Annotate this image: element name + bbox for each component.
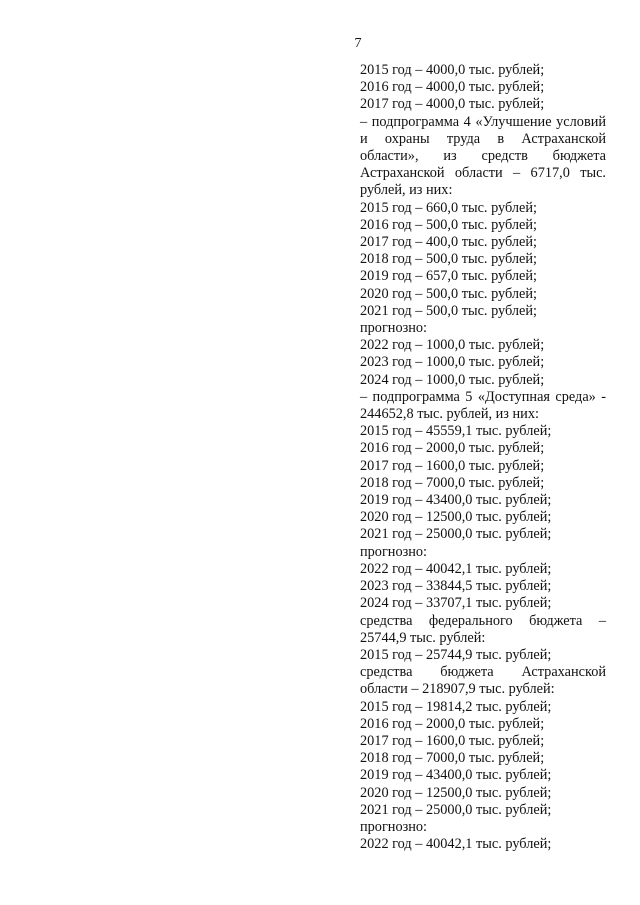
text-line: 2019 год – 43400,0 тыс. рублей; <box>360 767 552 784</box>
text-paragraph: средства бюджета Астраханской области – 218907,9 тыс. рублей: <box>360 664 606 698</box>
text-line: 2020 год – 500,0 тыс. рублей; <box>360 285 538 302</box>
text-line: прогнозно: <box>360 543 428 560</box>
text-line: 2017 год – 1600,0 тыс. рублей; <box>360 732 545 749</box>
text-line: 2015 год – 45559,1 тыс. рублей; <box>360 423 552 440</box>
text-line: 2018 год – 7000,0 тыс. рублей; <box>360 474 545 491</box>
text-paragraph: – подпрограмма 5 «Доступная среда» - 244652,8 тыс. рублей, из них: <box>360 388 606 423</box>
text-line: 2015 год – 4000,0 тыс. рублей; <box>360 62 545 78</box>
text-paragraph: – подпрограмма 4 «Улучшение условий и охраны труда в Астраханской области», из средств бюджета Астраханской области – 6717,0 тыс. рублей, из них: <box>360 113 606 199</box>
text-line: 2018 год – 500,0 тыс. рублей; <box>360 251 538 268</box>
text-line: 2015 год – 25744,9 тыс. рублей; <box>360 646 552 663</box>
text-line: 2020 год – 12500,0 тыс. рублей; <box>360 509 552 526</box>
text-line: 2024 год – 1000,0 тыс. рублей; <box>360 371 545 388</box>
text-line: 2019 год – 43400,0 тыс. рублей; <box>360 492 552 509</box>
text-line: 2017 год – 1600,0 тыс. рублей; <box>360 457 545 474</box>
text-line: 2021 год – 25000,0 тыс. рублей; <box>360 801 552 818</box>
text-line: 2015 год – 660,0 тыс. рублей; <box>360 199 538 216</box>
text-line: 2022 год – 1000,0 тыс. рублей; <box>360 337 545 354</box>
text-line: 2016 год – 4000,0 тыс. рублей; <box>360 79 545 96</box>
text-line: 2017 год – 400,0 тыс. рублей; <box>360 234 538 251</box>
text-line: 2022 год – 40042,1 тыс. рублей; <box>360 560 552 577</box>
text-line: прогнозно: <box>360 818 428 835</box>
text-line: 2023 год – 33844,5 тыс. рублей; <box>360 578 552 595</box>
text-line: прогнозно: <box>360 320 428 337</box>
page-number: 7 <box>354 36 362 51</box>
text-line: 2015 год – 19814,2 тыс. рублей; <box>360 698 552 715</box>
document-text-column <box>360 62 606 853</box>
text-line: 2016 год – 2000,0 тыс. рублей; <box>360 715 545 732</box>
text-line: 2022 год – 40042,1 тыс. рублей; <box>360 836 552 853</box>
text-line: 2018 год – 7000,0 тыс. рублей; <box>360 750 545 767</box>
text-line: 2021 год – 500,0 тыс. рублей; <box>360 302 538 319</box>
text-line: 2020 год – 12500,0 тыс. рублей; <box>360 784 552 801</box>
text-line: 2017 год – 4000,0 тыс. рублей; <box>360 96 545 113</box>
text-line: 2016 год – 2000,0 тыс. рублей; <box>360 440 545 457</box>
text-line: 2019 год – 657,0 тыс. рублей; <box>360 268 538 285</box>
text-line: 2016 год – 500,0 тыс. рублей; <box>360 216 538 233</box>
text-line: 2021 год – 25000,0 тыс. рублей; <box>360 526 552 543</box>
text-line: 2024 год – 33707,1 тыс. рублей; <box>360 595 552 612</box>
text-paragraph: средства федерального бюджета – 25744,9 тыс. рублей: <box>360 612 606 646</box>
text-line: 2023 год – 1000,0 тыс. рублей; <box>360 354 545 371</box>
